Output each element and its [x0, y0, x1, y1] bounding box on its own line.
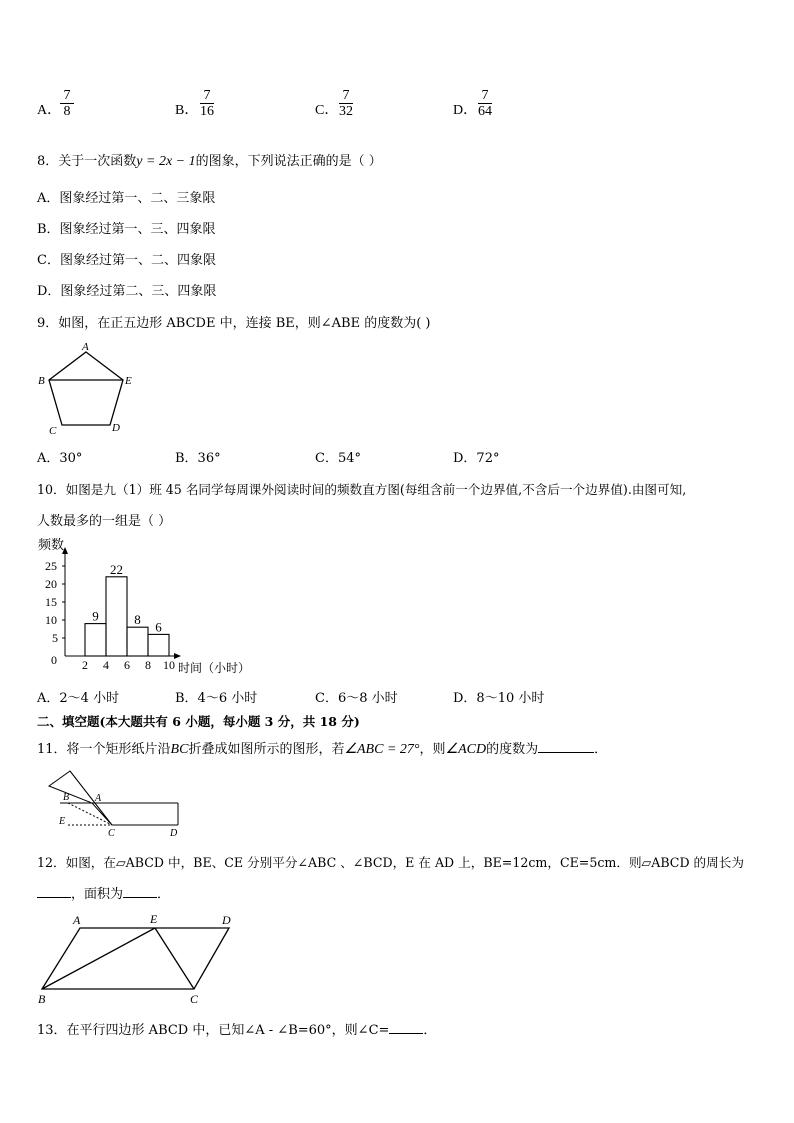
label-d: D: [222, 913, 231, 927]
q9-option-a: A．30°: [37, 451, 83, 466]
y-tick-label: 5: [52, 631, 58, 645]
q8-stem-text-end: 的图象，下列说法正确的是（ ）: [195, 154, 382, 169]
denominator: 16: [200, 104, 214, 119]
q9-option-c: C．54°: [315, 451, 361, 466]
label-b: B: [63, 792, 70, 803]
q8-option-d: D．图象经过第二、三、四象限: [37, 284, 217, 299]
q7-option-b-letter: B．: [175, 103, 199, 118]
label-d: D: [170, 828, 178, 839]
x-tick-label: 2: [82, 658, 88, 672]
q12-text-end: ．: [157, 887, 171, 902]
q10-option-c: C．6～8 小时: [315, 691, 398, 706]
q7-option-c-letter: C．: [315, 103, 339, 118]
q9-option-d: D．72°: [453, 451, 500, 466]
label-d: D: [112, 422, 120, 434]
q9-option-b: B．36°: [175, 451, 221, 466]
bar-value-label: 8: [134, 612, 141, 628]
denominator: 32: [339, 104, 353, 119]
denominator: 8: [63, 104, 71, 119]
section2-heading: 二、填空题(本大题共有 6 小题，每小题 3 分，共 18 分): [37, 714, 360, 729]
numerator: 7: [203, 88, 211, 103]
q9-stem: 9．如图，在正五边形 ABCDE 中，连接 BE，则∠ABE 的度数为( ): [37, 316, 431, 331]
bar-value-label: 9: [92, 608, 99, 624]
label-c: C: [108, 828, 115, 839]
x-tick-label: 10: [163, 658, 175, 672]
q13-stem: [37, 1019, 436, 1038]
q8-function: y = 2x − 1: [136, 154, 196, 169]
numerator: 7: [481, 88, 489, 103]
q12-text-mid: ，面积为: [71, 887, 124, 902]
q11-text-1: 11．将一个矩形纸片沿: [37, 742, 171, 757]
q13-text: 13．在平行四边形 ABCD 中，已知∠A - ∠B=60°，则∠C=: [37, 1023, 390, 1038]
y-axis-label: 频数: [38, 537, 65, 552]
q10-option-a: A．2～4 小时: [37, 691, 120, 706]
x-tick-label: 6: [124, 658, 130, 672]
q11-angle-abc: ∠ABC = 27°: [344, 742, 420, 757]
label-e: E: [125, 375, 132, 387]
q12-stem-line1: 12．如图，在▱ABCD 中，BE、CE 分别平分∠ABC 、∠BCD，E 在 AD 上，BE=12cm，CE=5cm．则▱ABCD 的周长为: [37, 855, 744, 870]
numerator: 7: [342, 88, 350, 103]
q8-stem-text: 8．关于一次函数: [37, 154, 137, 169]
y-tick-label: 10: [45, 613, 57, 627]
q11-bc: BC: [170, 742, 189, 757]
q11-text-3: ，则: [419, 742, 446, 757]
label-a: A: [73, 913, 81, 927]
q7-option-a-letter: A．: [37, 103, 62, 118]
q11-text-end: ．: [594, 742, 608, 757]
q7-option-d-letter: D．: [453, 103, 478, 118]
q13-text-end: ．: [423, 1023, 437, 1038]
y-tick-label: 25: [45, 559, 57, 573]
segment-ce: [155, 928, 194, 989]
label-b: B: [38, 375, 45, 387]
parallelogram-abcd: [42, 928, 229, 989]
label-e: E: [150, 912, 158, 926]
y-tick-label: 0: [51, 653, 57, 667]
q13-answer-blank: [389, 1021, 423, 1034]
label-e: E: [59, 816, 66, 827]
y-tick-label: 15: [45, 595, 57, 609]
q8-option-a: A．图象经过第一、二、三象限: [37, 191, 216, 206]
bar-value-label: 6: [155, 619, 162, 635]
q10-stem-line2: 人数最多的一组是（ ）: [37, 514, 172, 529]
q8-option-b: B．图象经过第一、三、四象限: [37, 222, 216, 237]
bar-value-label: 22: [110, 561, 123, 577]
label-c: C: [49, 425, 57, 437]
x-axis-label: 时间（小时）: [178, 661, 251, 675]
q10-option-b: B．4～6 小时: [175, 691, 258, 706]
q11-angle-acd: ∠ACD: [445, 742, 487, 757]
q11-text-4: 的度数为: [486, 742, 539, 757]
numerator: 7: [63, 88, 71, 103]
q11-text-2: 折叠成如图所示的图形，若: [188, 742, 345, 757]
q10-stem-line1: 10．如图是九（1）班 45 名同学每周课外阅读时间的频数直方图(每组含前一个边界值,不含后一个边界值).由图可知,: [37, 482, 687, 497]
y-tick-label: 20: [45, 577, 57, 591]
label-a: A: [82, 341, 89, 353]
q8-option-c: C．图象经过第一、二、四象限: [37, 253, 216, 268]
label-a: A: [95, 793, 102, 804]
label-c: C: [190, 992, 199, 1006]
x-tick-label: 8: [145, 658, 151, 672]
label-b: B: [38, 992, 46, 1006]
q10-option-d: D．8～10 小时: [453, 691, 545, 706]
denominator: 64: [478, 104, 492, 119]
x-tick-label: 4: [103, 658, 109, 672]
segment-be: [42, 928, 155, 989]
